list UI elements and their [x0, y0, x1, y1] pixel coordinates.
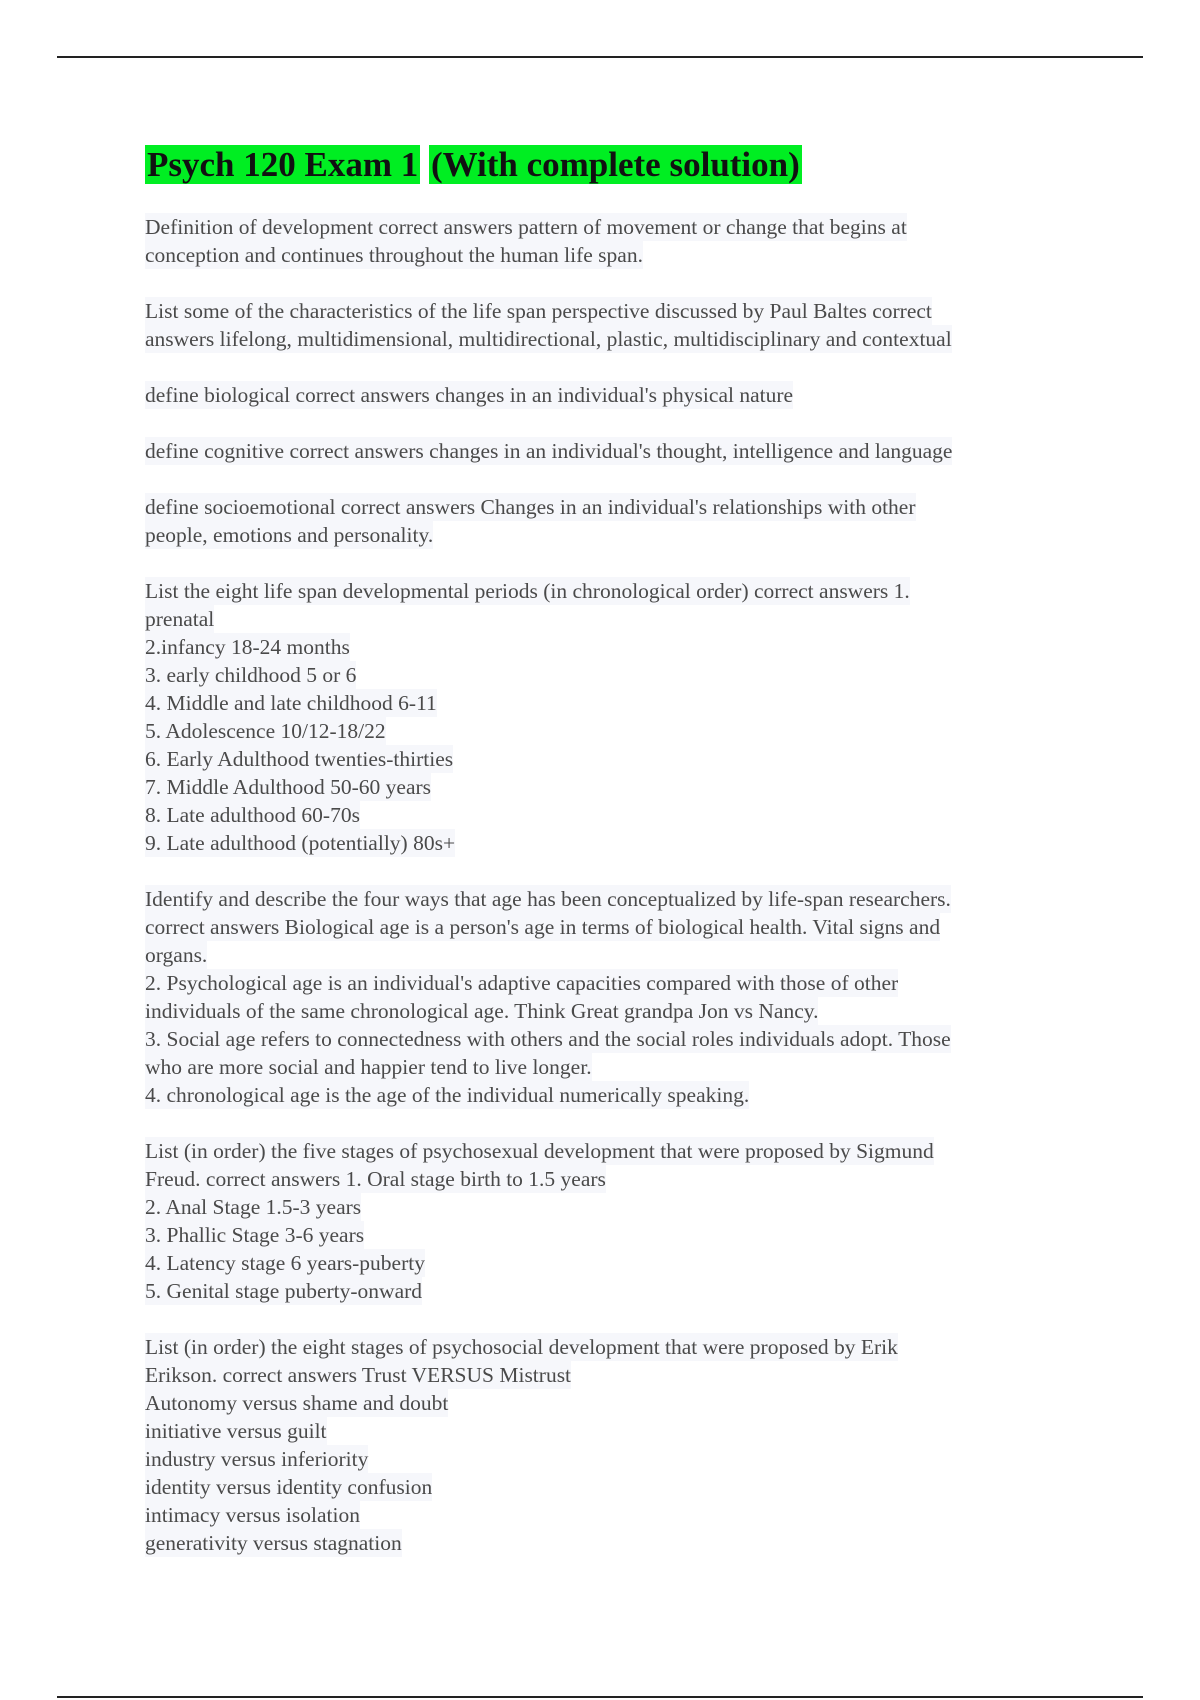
qa-entry	[145, 885, 1065, 1109]
qa-entry	[145, 437, 1065, 465]
qa-entry	[145, 381, 1065, 409]
qa-text-line: 7. Middle Adulthood 50-60 years	[145, 775, 432, 799]
qa-text-line: 5. Adolescence 10/12-18/22	[145, 719, 386, 743]
qa-text-line: 4. Middle and late childhood 6-11	[145, 691, 437, 715]
qa-text-line: List some of the characteristics of the life span perspective discussed by Paul Baltes correct	[145, 299, 932, 323]
qa-text-line: List the eight life span developmental periods (in chronological order) correct answers 1.	[145, 579, 910, 603]
document-body	[145, 143, 1065, 1585]
qa-text-line: 2. Anal Stage 1.5-3 years	[145, 1195, 362, 1219]
qa-text-line: intimacy versus isolation	[145, 1503, 360, 1527]
qa-text-line: 5. Genital stage puberty-onward	[145, 1279, 423, 1303]
qa-entry	[145, 577, 1065, 857]
qa-entry	[145, 493, 1065, 549]
title-highlight-part1: Psych 120 Exam 1	[147, 145, 419, 184]
title-highlight-part2: (With complete solution)	[431, 145, 800, 184]
qa-entry	[145, 1333, 1065, 1557]
qa-text-line: identity versus identity confusion	[145, 1475, 433, 1499]
qa-text-line: 2.infancy 18-24 months	[145, 635, 350, 659]
qa-text-line: 9. Late adulthood (potentially) 80s+	[145, 831, 456, 855]
qa-text-line: answers lifelong, multidimensional, multidirectional, plastic, multidisciplinary and contextual	[145, 327, 952, 351]
qa-text-line: generativity versus stagnation	[145, 1531, 402, 1555]
qa-entry	[145, 1137, 1065, 1305]
qa-text-line: define socioemotional correct answers Changes in an individual's relationships with other	[145, 495, 916, 519]
qa-text-line: 2. Psychological age is an individual's adaptive capacities compared with those of other	[145, 971, 899, 995]
qa-text-line: organs.	[145, 943, 208, 967]
qa-text-line: initiative versus guilt	[145, 1419, 327, 1443]
qa-text-line: 4. Latency stage 6 years-puberty	[145, 1251, 425, 1275]
qa-text-line: 3. early childhood 5 or 6	[145, 663, 357, 687]
qa-text-line: who are more social and happier tend to live longer.	[145, 1055, 592, 1079]
qa-text-line: Autonomy versus shame and doubt	[145, 1391, 449, 1415]
document-title	[145, 143, 1065, 187]
qa-list	[145, 213, 1065, 1557]
qa-text-line: define biological correct answers changes in an individual's physical nature	[145, 383, 794, 407]
qa-text-line: Definition of development correct answers pattern of movement or change that begins at	[145, 215, 907, 239]
qa-text-line: Freud. correct answers 1. Oral stage birth to 1.5 years	[145, 1167, 606, 1191]
qa-text-line: 4. chronological age is the age of the individual numerically speaking.	[145, 1083, 750, 1107]
qa-text-line: define cognitive correct answers changes in an individual's thought, intelligence and language	[145, 439, 953, 463]
qa-text-line: List (in order) the five stages of psychosexual development that were proposed by Sigmund	[145, 1139, 934, 1163]
qa-text-line: correct answers Biological age is a person's age in terms of biological health. Vital signs and	[145, 915, 941, 939]
qa-text-line: prenatal	[145, 607, 215, 631]
qa-text-line: 3. Social age refers to connectedness with others and the social roles individuals adopt. Those	[145, 1027, 951, 1051]
qa-text-line: List (in order) the eight stages of psychosocial development that were proposed by Erik	[145, 1335, 898, 1359]
qa-text-line: 3. Phallic Stage 3-6 years	[145, 1223, 365, 1247]
qa-text-line: Erikson. correct answers Trust VERSUS Mistrust	[145, 1363, 572, 1387]
qa-text-line: individuals of the same chronological age. Think Great grandpa Jon vs Nancy.	[145, 999, 819, 1023]
qa-entry	[145, 297, 1065, 353]
bottom-divider	[57, 1696, 1143, 1698]
qa-text-line: 6. Early Adulthood twenties-thirties	[145, 747, 454, 771]
qa-text-line: Identify and describe the four ways that age has been conceptualized by life-span researchers.	[145, 887, 951, 911]
qa-text-line: 8. Late adulthood 60-70s	[145, 803, 360, 827]
qa-text-line: conception and continues throughout the human life span.	[145, 243, 643, 267]
qa-entry	[145, 213, 1065, 269]
qa-text-line: people, emotions and personality.	[145, 523, 434, 547]
top-divider	[57, 56, 1143, 58]
qa-text-line: industry versus inferiority	[145, 1447, 369, 1471]
